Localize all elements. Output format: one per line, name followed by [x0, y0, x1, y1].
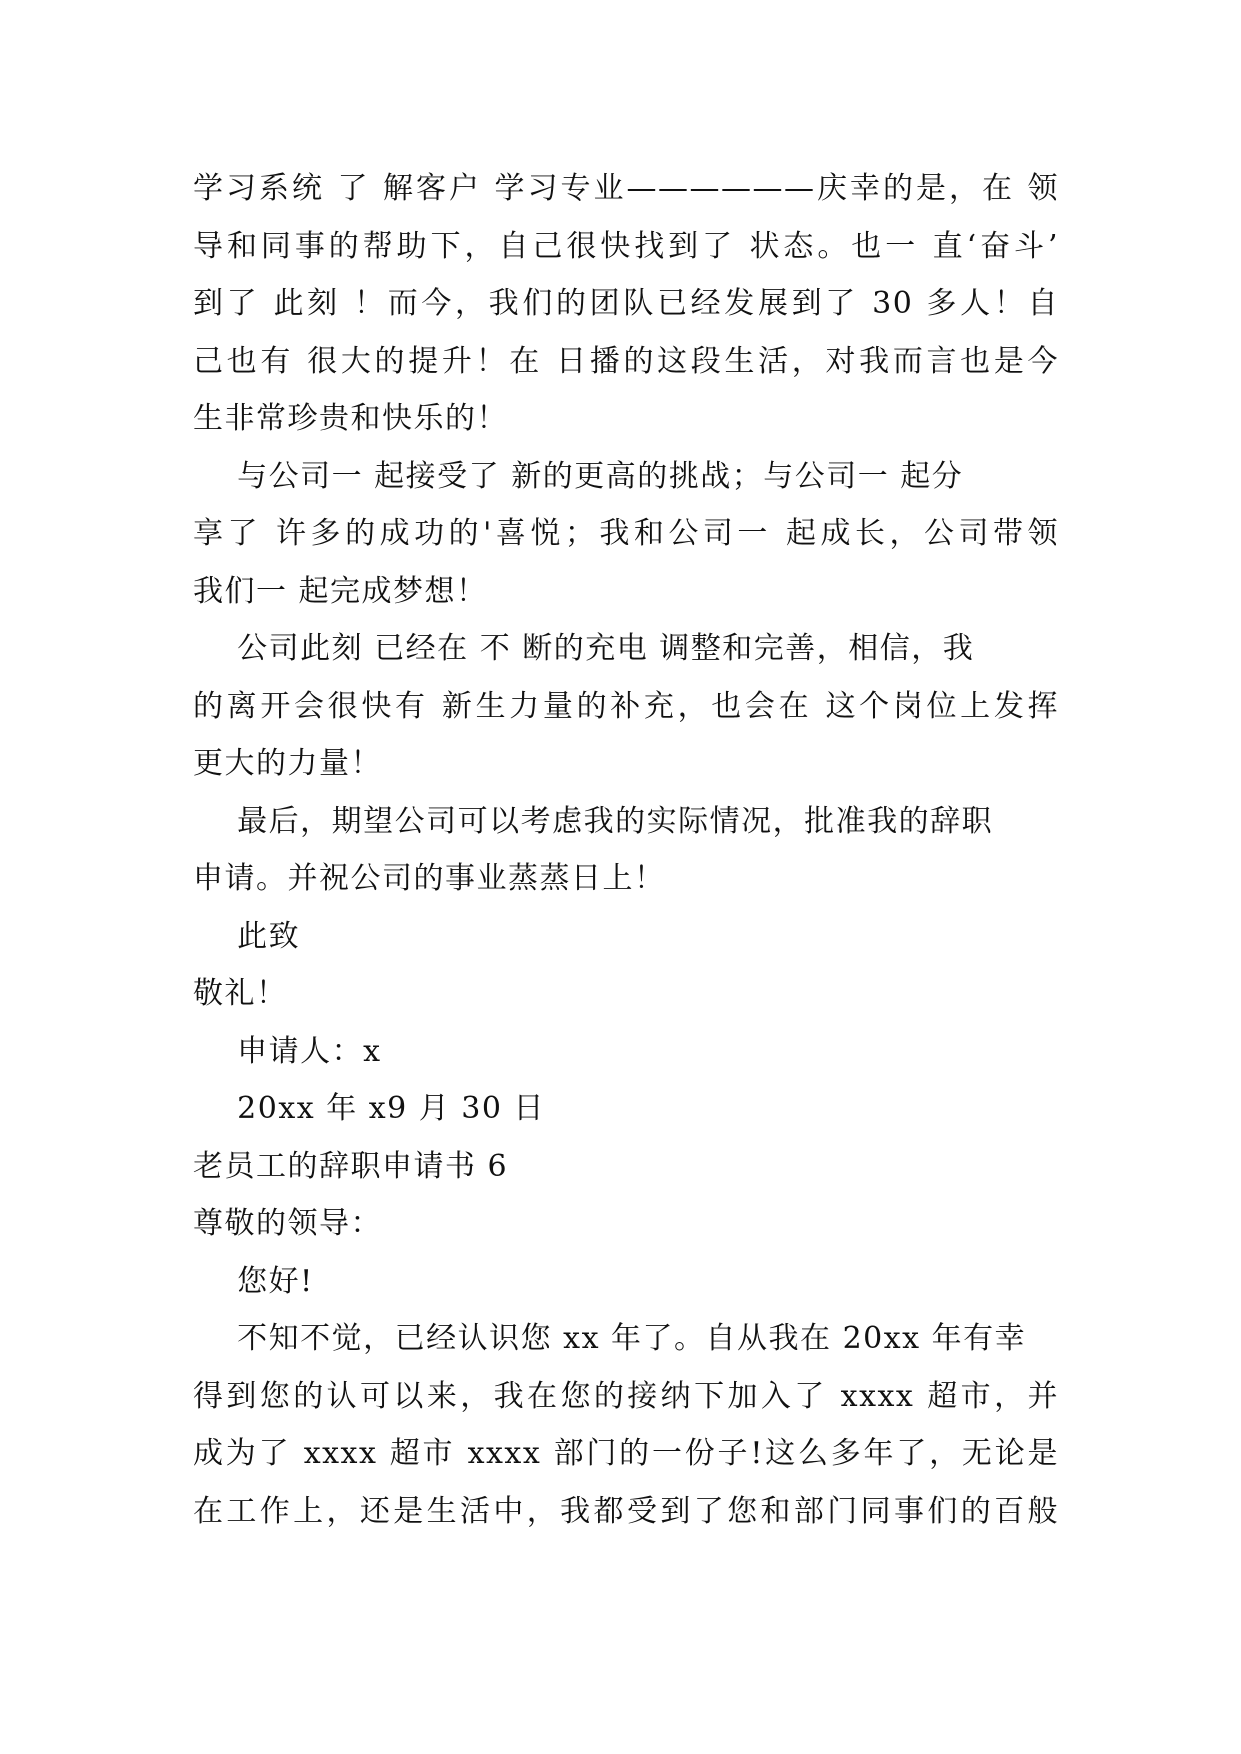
greeting: 您好!: [193, 1263, 314, 1299]
text-line: 更大的力量！: [193, 746, 382, 781]
section-title: 老员工的辞职申请书 6: [193, 1148, 509, 1184]
salutation: 尊敬的领导：: [193, 1206, 382, 1241]
text-line: 我们一 起完成梦想！: [193, 573, 488, 609]
text-line: 学习系统 了 解客户 学习专业——————庆幸的是，在 领: [193, 171, 1059, 206]
applicant-line: 申请人：x: [193, 1033, 382, 1069]
text-line: 成为了 xxxx 超市 xxxx 部门的一份子!这么多年了，无论是: [193, 1436, 1059, 1471]
text-line: 导和同事的帮助下，自己很快找到了 状态。也一 直‘奋斗’: [193, 228, 1059, 264]
text-line: 公司此刻 已经在 不 断的充电 调整和完善，相信，我: [193, 631, 975, 666]
date-line: 20xx 年 x9 月 30 日: [193, 1091, 546, 1126]
text-line: 到了 此刻 ！而今，我们的团队已经发展到了 30 多人！自: [193, 286, 1059, 321]
text-line: 己也有 很大的提升！在 日播的这段生活，对我而言也是今: [193, 343, 1059, 379]
text-line: 生非常珍贵和快乐的！: [193, 401, 508, 436]
closing-salutation: 此致: [193, 918, 301, 954]
closing-regards: 敬礼！: [193, 976, 288, 1011]
text-line: 最后，期望公司可以考虑我的实际情况，批准我的辞职: [193, 803, 994, 839]
text-line: 申请。并祝公司的事业蒸蒸日上！: [193, 861, 666, 896]
text-line: 不知不觉，已经认识您 xx 年了。自从我在 20xx 年有幸: [193, 1321, 1027, 1356]
text-line: 的离开会很快有 新生力量的补充，也会在 这个岗位上发挥: [193, 688, 1059, 724]
text-line: 与公司一 起接受了 新的更高的挑战；与公司一 起分: [193, 458, 964, 494]
text-line: 在工作上，还是生活中，我都受到了您和部门同事们的百般: [193, 1493, 1059, 1529]
text-line: 得到您的认可以来，我在您的接纳下加入了 xxxx 超市，并: [193, 1378, 1059, 1414]
document-body: [193, 160, 1059, 1540]
text-line: 享了 许多的成功的'喜悦；我和公司一 起成长，公司带领: [193, 516, 1059, 551]
